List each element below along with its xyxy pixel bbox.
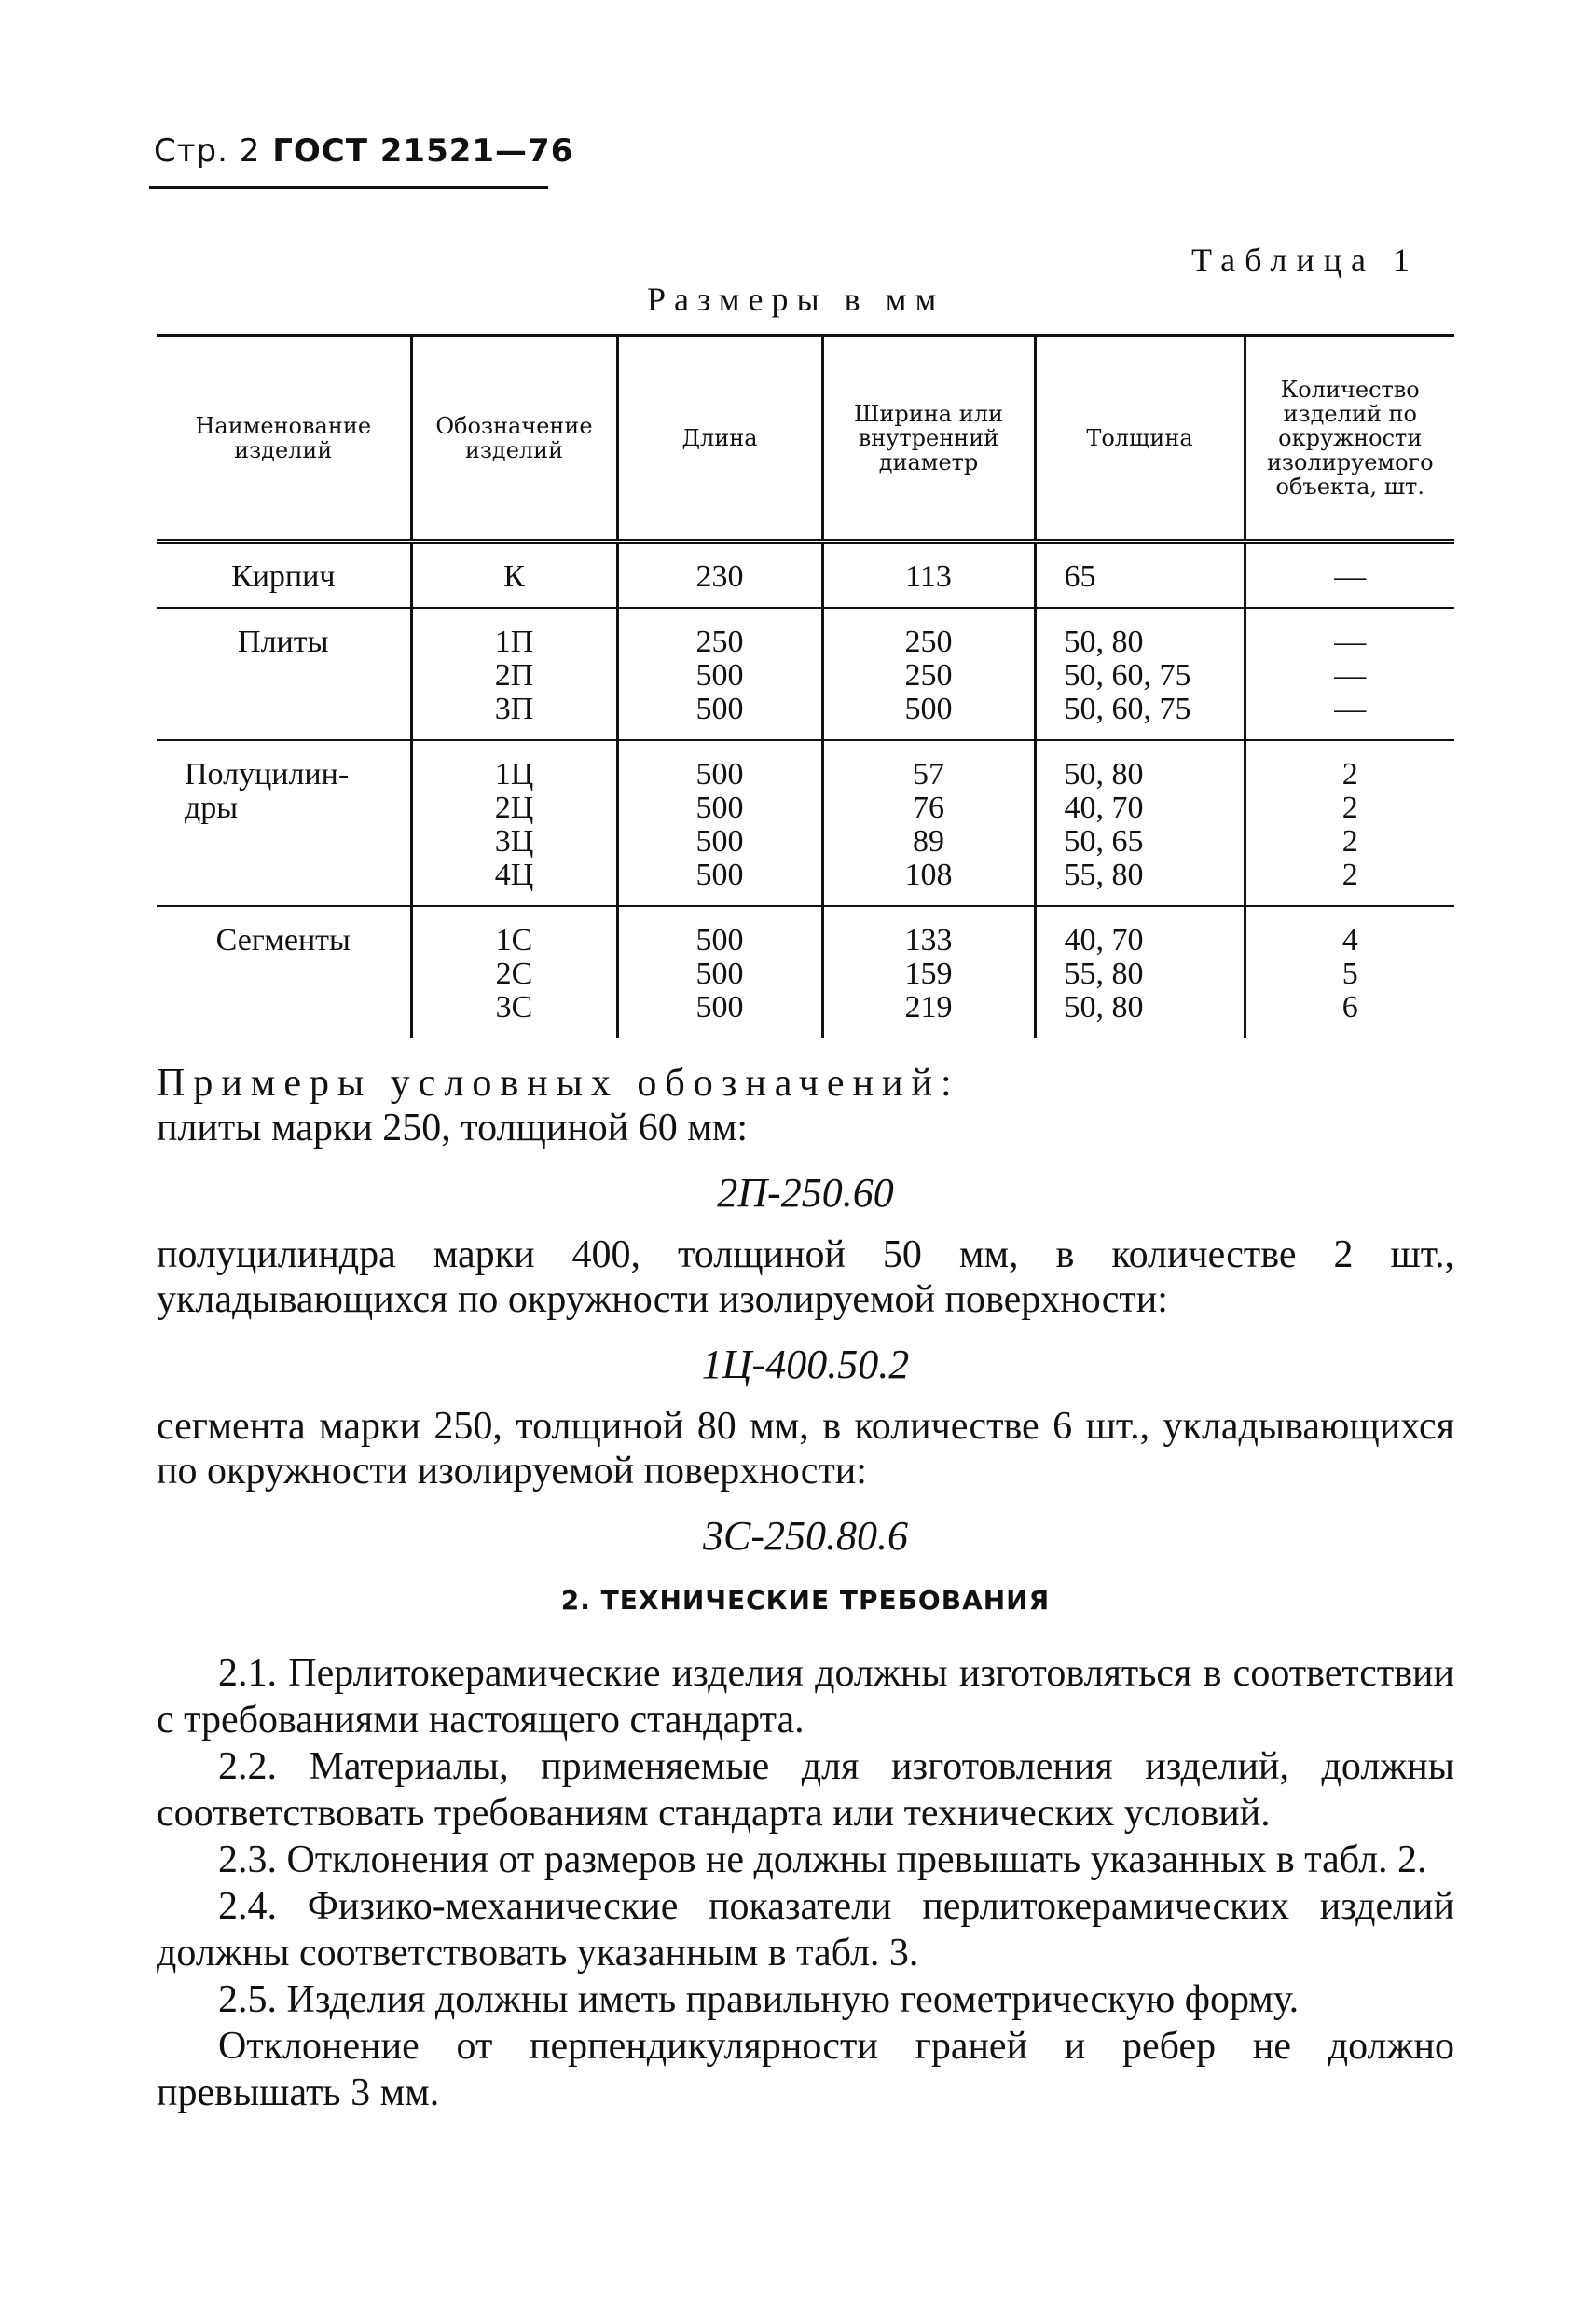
page-label: Стр. 2 [154,132,261,170]
thickness-value: 55, 80 [1064,858,1144,892]
count-value: 5 [1341,956,1358,991]
product-code: 2П [494,658,534,693]
thickness-value: 55, 80 [1064,956,1144,991]
width-value: 159 [904,956,953,991]
thickness-value: 50, 80 [1064,625,1144,659]
width-value-cell [822,906,1035,1038]
clause: 2.2. Материалы, применяемые для изготовления изделий, должны соответствовать требованиям стандарта или технических условий. [157,1745,1454,1835]
length-value: 250 [695,625,744,659]
product-code: 2Ц [494,791,534,825]
example-code: 1Ц-400.50.2 [701,1342,910,1387]
thickness-value: 65 [1064,559,1096,594]
length-value: 500 [695,956,744,991]
table-row [157,740,1454,906]
width-value: 250 [904,625,953,659]
product-code: 3П [494,692,534,726]
product-code: 1Ц [494,757,534,791]
product-name: Кирпич [157,542,411,609]
width-value: 108 [904,858,953,892]
clause: 2.4. Физико-механические показатели перлитокерамических изделий должны соответствовать указанным в табл. 3. [157,1885,1454,1975]
column-header: Наименование изделий [157,336,411,542]
product-code: 1С [495,923,533,957]
clauses-block [157,1650,1454,2116]
thickness-value: 40, 70 [1064,923,1144,957]
count-value-cell [1245,608,1454,740]
examples-block [157,1061,1454,1576]
example-code: 2П-250.60 [717,1170,894,1216]
product-code-cell [411,740,617,906]
standard-number: ГОСТ 21521—76 [272,132,574,170]
table-header-row [157,336,1454,542]
product-code: 2С [495,956,533,991]
length-value-cell [617,608,822,740]
header-rule [149,186,548,189]
clause: 2.5. Изделия должны иметь правильную геометрическую форму. [218,1978,1300,2021]
count-value: 6 [1341,990,1358,1025]
thickness-value-cell [1035,608,1245,740]
width-value: 250 [904,658,953,693]
count-value: — [1334,559,1367,594]
length-value-cell [617,740,822,906]
width-value: 113 [905,559,952,594]
count-value: 2 [1341,824,1358,859]
length-value: 230 [695,559,744,594]
count-value: — [1334,658,1367,693]
product-code-cell [411,906,617,1038]
thickness-value-cell [1035,542,1245,609]
column-header: Обозначение изделий [411,336,617,542]
thickness-value: 40, 70 [1064,791,1144,825]
width-value: 76 [913,791,944,825]
column-header: Ширина или внутренний диаметр [822,336,1035,542]
product-name: Сегменты [215,923,351,957]
thickness-value: 50, 80 [1064,990,1144,1025]
width-value-cell [822,740,1035,906]
width-value: 133 [904,923,953,957]
thickness-value: 50, 60, 75 [1064,692,1191,726]
example-code: 3С-250.80.6 [703,1513,908,1559]
product-name-line: дры [185,791,239,825]
product-code: 4Ц [494,858,534,892]
length-value: 500 [695,757,744,791]
length-value: 500 [695,692,744,726]
count-value: 2 [1341,757,1358,791]
product-code-cell [411,542,617,609]
example-text: плиты марки 250, толщиной 60 мм: [157,1107,749,1149]
examples-heading: Примеры условных обозначений: [157,1062,960,1105]
width-value: 500 [904,692,953,726]
count-value: 4 [1341,923,1358,957]
clause: 2.1. Перлитокерамические изделия должны изготовляться в соответствии с требованиями настоящего стандарта. [157,1652,1454,1741]
width-value: 219 [904,990,953,1025]
clause: 2.3. Отклонения от размеров не должны превышать указанных в табл. 2. [218,1838,1427,1881]
length-value-cell [617,542,822,609]
table-body [157,542,1454,1039]
count-value: — [1334,692,1367,726]
table-row [157,542,1454,609]
count-value-cell [1245,906,1454,1038]
count-value: — [1334,625,1367,659]
length-value-cell [617,906,822,1038]
count-value-cell [1245,542,1454,609]
product-name-line: Полуцилин- [185,757,350,791]
column-header: Длина [617,336,822,542]
width-value: 89 [913,824,944,859]
table-row [157,608,1454,740]
width-value-cell [822,542,1035,609]
count-value: 2 [1341,858,1358,892]
table-row [157,906,1454,1038]
length-value: 500 [695,923,744,957]
product-code: 3Ц [494,824,534,859]
clause: Отклонение от перпендикулярности граней и ребер не должно превышать 3 мм. [157,2025,1454,2114]
thickness-value: 50, 80 [1064,757,1144,791]
length-value: 500 [695,658,744,693]
thickness-value-cell [1035,906,1245,1038]
section-title: 2. ТЕХНИЧЕСКИЕ ТРЕБОВАНИЯ [560,1585,1051,1616]
length-value: 500 [695,858,744,892]
product-name [157,740,411,906]
table-units: Размеры в мм [647,281,945,318]
width-value: 57 [913,757,944,791]
count-value: 2 [1341,791,1358,825]
length-value: 500 [695,824,744,859]
thickness-value: 50, 65 [1064,824,1144,859]
count-value-cell [1245,740,1454,906]
product-code: К [503,559,525,594]
product-code-cell [411,608,617,740]
product-code: 1П [494,625,534,659]
length-value: 500 [695,791,744,825]
length-value: 500 [695,990,744,1025]
product-code: 3С [495,990,533,1025]
dimensions-table [157,334,1454,1038]
column-header: Количество изделий по окружности изолируемого объекта, шт. [1245,336,1454,542]
column-header: Толщина [1035,336,1245,542]
example-text: полуцилиндра марки 400, толщиной 50 мм, в количестве 2 шт., укладывающихся по окружности изолируемой поверхности: [157,1233,1454,1321]
page-header [154,132,573,170]
thickness-value: 50, 60, 75 [1064,658,1191,693]
thickness-value-cell [1035,740,1245,906]
table-caption: Таблица 1 [1191,241,1419,279]
width-value-cell [822,608,1035,740]
example-text: сегмента марки 250, толщиной 80 мм, в количестве 6 шт., укладывающихся по окружности изолируемой поверхности: [157,1405,1454,1493]
product-name: Плиты [157,608,411,740]
